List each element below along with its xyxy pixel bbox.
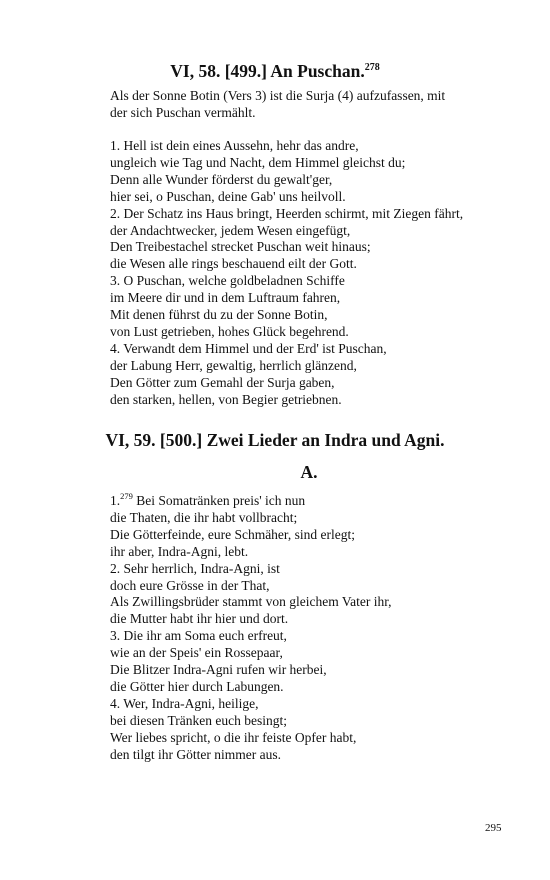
intro-note — [110, 88, 506, 121]
verse-line: 3. O Puschan, welche goldbeladnen Schiffe — [110, 273, 345, 289]
section-title-puschan — [0, 58, 550, 81]
verse-line: 4. Verwandt dem Himmel und der Erd' ist Puschan, — [110, 340, 387, 356]
verse-line: die Thaten, die ihr habt vollbracht; — [110, 509, 298, 525]
verse-line: Wer liebes spricht, o die ihr feiste Opfer habt, — [110, 729, 357, 745]
footnote-ref-278: 278 — [364, 62, 380, 73]
intro-line: Als der Sonne Botin (Vers 3) ist die Surja (4) aufzufassen, mit — [110, 88, 446, 103]
verse-line: 4. Wer, Indra-Agni, heilige, — [110, 695, 259, 711]
verse-line: Die Blitzer Indra-Agni rufen wir herbei, — [110, 662, 327, 678]
verse-line: Den Götter zum Gemahl der Surja gaben, — [110, 374, 335, 390]
verse-line: hier sei, o Puschan, deine Gab' uns heilvoll. — [110, 188, 346, 204]
verse-line: 3. Die ihr am Soma euch erfreut, — [110, 628, 287, 644]
verse-line: 2. Der Schatz ins Haus bringt, Heerden schirmt, mit Ziegen fährt, — [110, 205, 464, 221]
verse-line: Mit denen führst du zu der Sonne Botin, — [110, 307, 328, 323]
verse-line: den starken, hellen, von Begier getriebnen. — [110, 391, 342, 407]
verse-line: bei diesen Tränken euch besingt; — [110, 712, 287, 728]
verse-line-first — [110, 488, 510, 510]
verse-line: die Götter hier durch Labungen. — [110, 678, 284, 694]
verses-indra-agni — [110, 488, 510, 764]
verse-line: im Meere dir und in dem Luftraum fahren, — [110, 290, 341, 306]
verse-line: doch eure Grösse in der That, — [110, 577, 270, 593]
verse-line: Denn alle Wunder förderst du gewalt'ger, — [110, 171, 333, 187]
section-title-indra-agni: VI, 59. [500.] Zwei Lieder an Indra und Agni. — [105, 430, 445, 450]
verses-puschan — [110, 138, 510, 409]
verse-line: von Lust getrieben, hohes Glück begehrend. — [110, 323, 349, 339]
verse-line: Als Zwillingsbrüder stammt von gleichem Vater ihr, — [110, 594, 392, 610]
verse-line: 2. Sehr herrlich, Indra-Agni, ist — [110, 560, 280, 576]
verse-text: Bei Somatränken preis' ich nun — [132, 493, 306, 508]
verse-line: 1. Hell ist dein eines Aussehn, hehr das andre, — [110, 138, 359, 153]
verse-line: die Wesen alle rings beschauend eilt der Gott. — [110, 256, 357, 272]
verse-line: der Andachtwecker, jedem Wesen eingefügt, — [110, 222, 351, 238]
subsection-heading: A. — [300, 462, 318, 482]
verse-line: ihr aber, Indra-Agni, lebt. — [110, 543, 249, 559]
verse-line: Den Treibestachel strecket Puschan weit hinaus; — [110, 239, 371, 255]
verse-line: wie an der Speis' ein Rossepaar, — [110, 645, 283, 661]
verse-line: die Mutter habt ihr hier und dort. — [110, 611, 289, 627]
verse-line: der Labung Herr, gewaltig, herrlich glänzend, — [110, 357, 357, 373]
page-number: 295 — [485, 822, 502, 834]
verse-line: den tilgt ihr Götter nimmer aus. — [110, 746, 281, 762]
intro-line: der sich Puschan vermählt. — [110, 104, 256, 120]
verse-line: Die Götterfeinde, eure Schmäher, sind erlegt; — [110, 526, 355, 542]
footnote-ref-279: 279 — [120, 491, 133, 501]
verse-number: 1. — [110, 493, 121, 508]
verse-line: ungleich wie Tag und Nacht, dem Himmel gleichst du; — [110, 154, 406, 170]
title-text: VI, 58. [499.] An Puschan. — [170, 61, 365, 81]
